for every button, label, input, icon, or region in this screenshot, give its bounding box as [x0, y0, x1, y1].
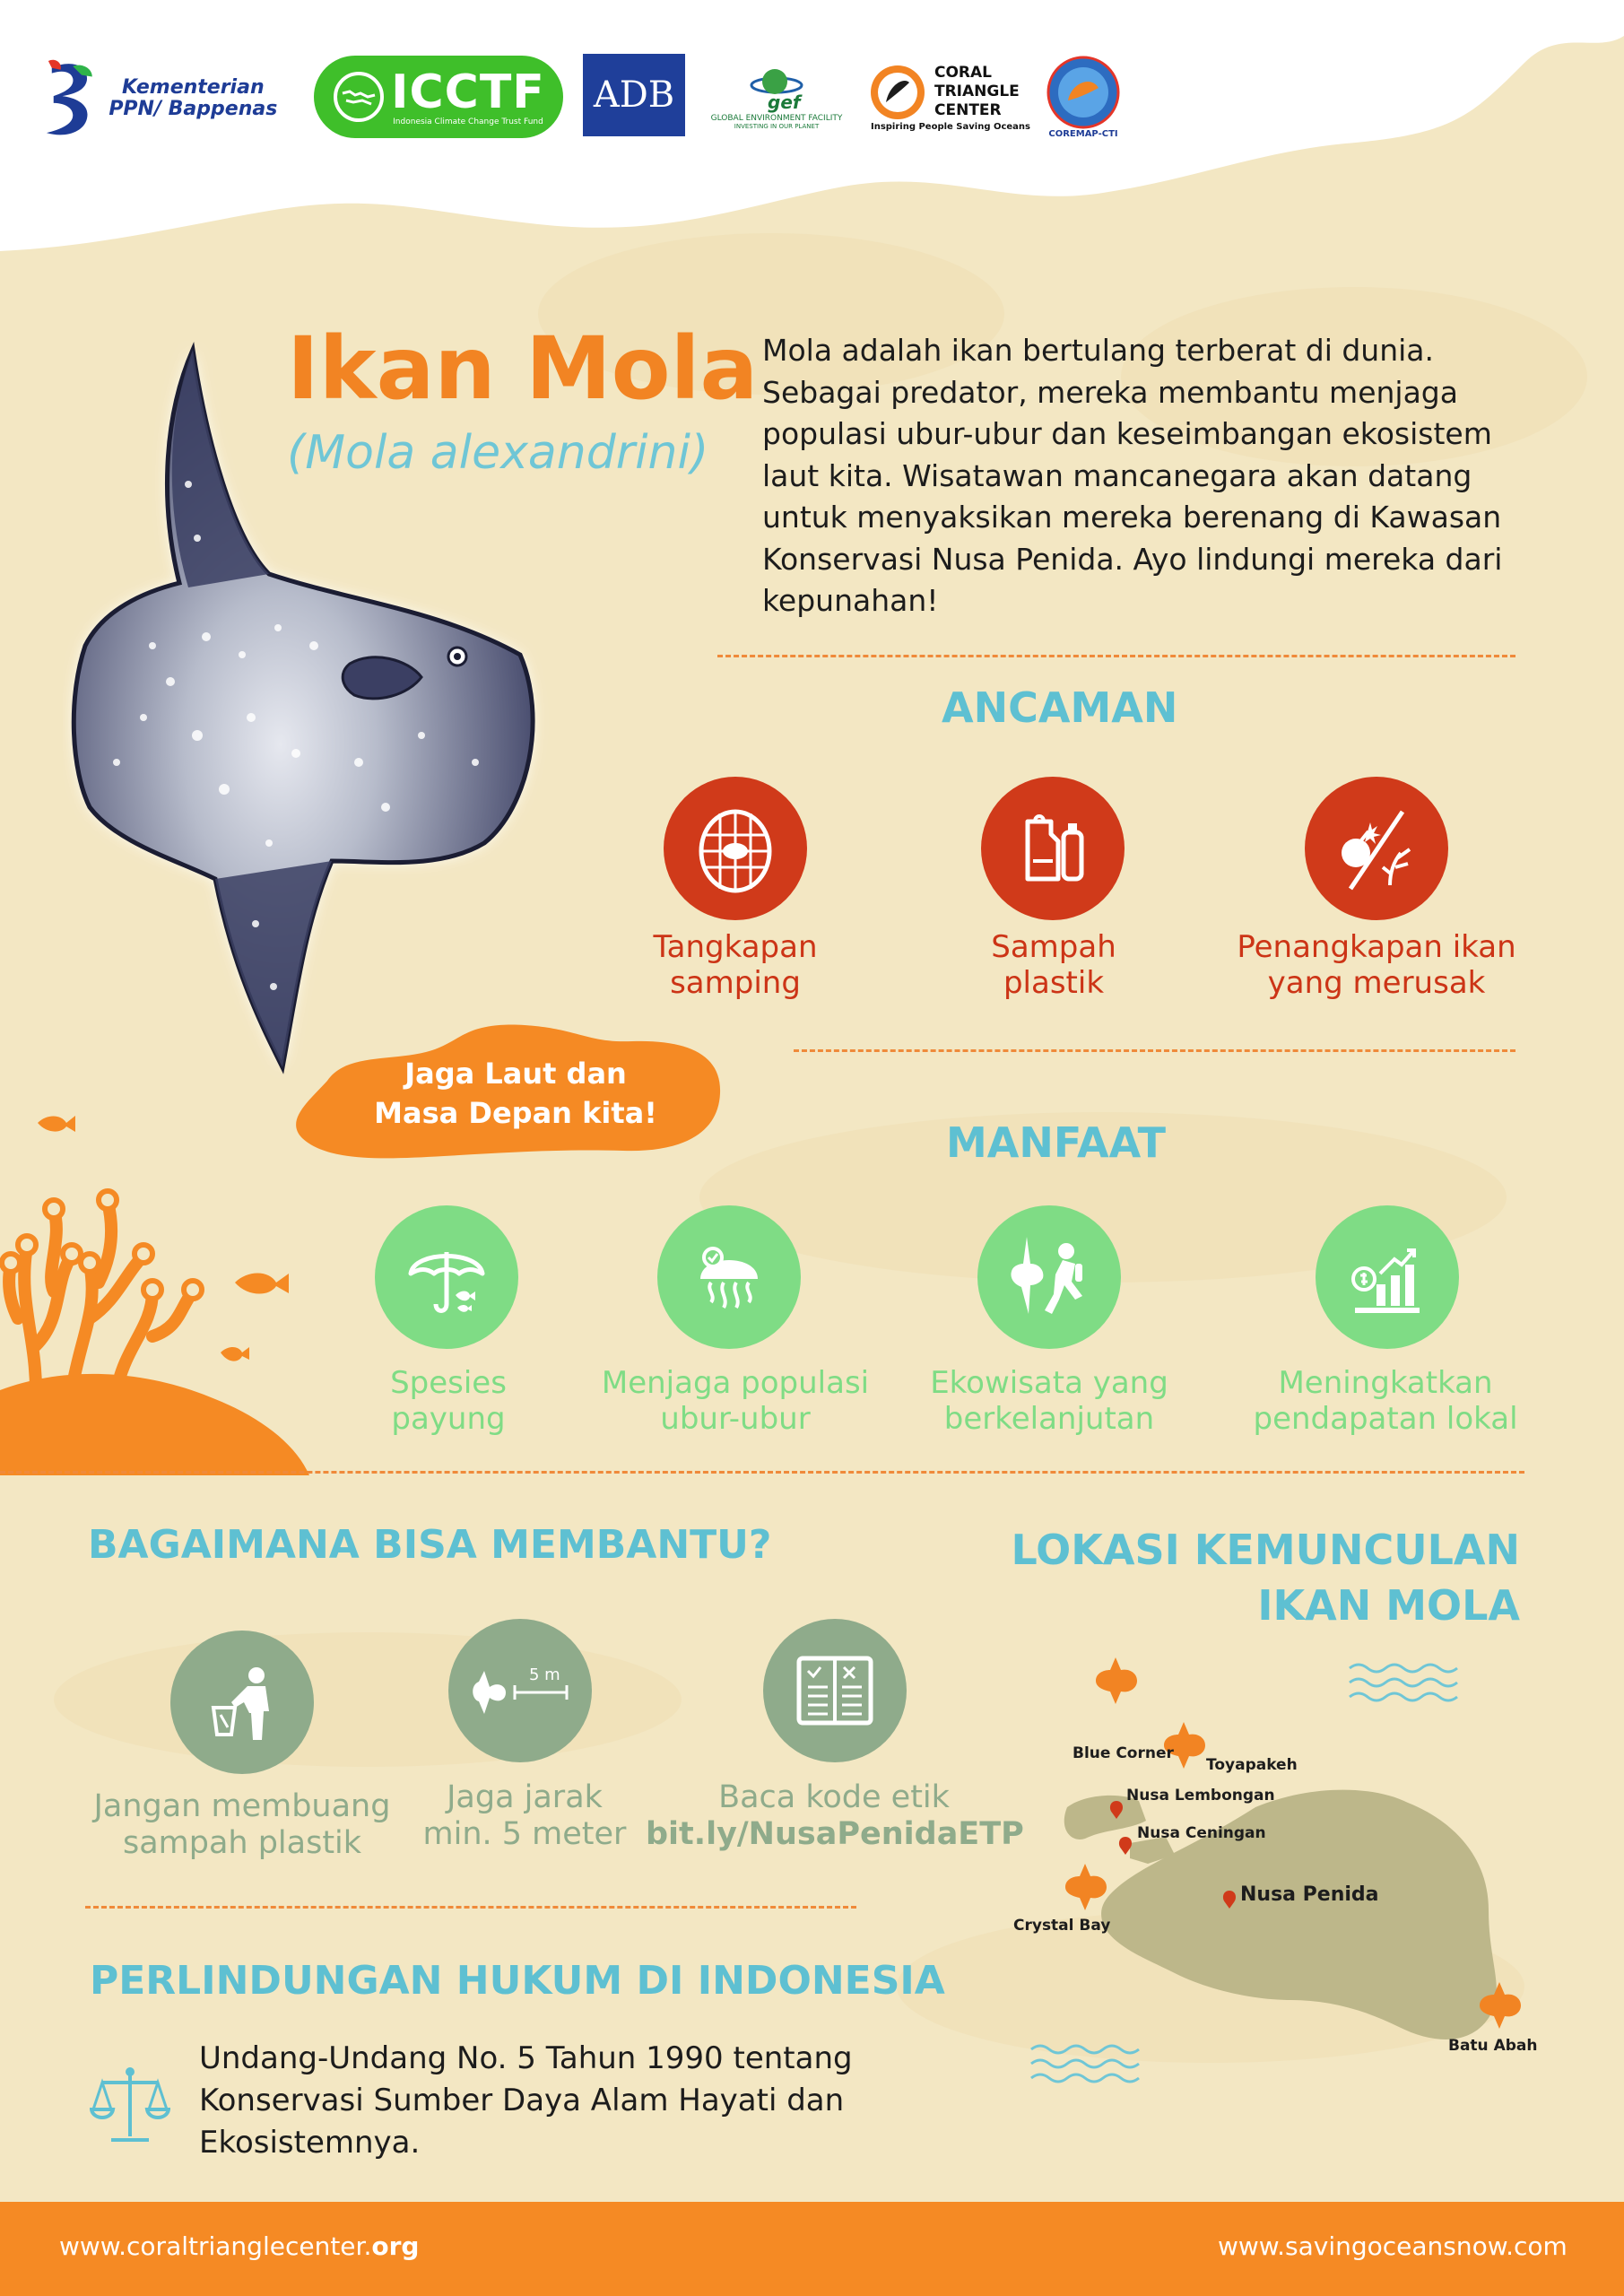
scientific-name: (Mola alexandrini) — [287, 426, 709, 480]
threat-item-destructive — [1305, 777, 1448, 920]
help-heading: BAGAIMANA BISA MEMBANTU? — [88, 1522, 772, 1568]
law-text: Undang-Undang No. 5 Tahun 1990 tentang Konservasi Sumber Daya Alam Hayati dan Ekosistemnya. — [199, 2040, 853, 2161]
map-label-crystal-bay: Crystal Bay — [1013, 1917, 1111, 1935]
ctc-emblem-icon — [868, 63, 927, 122]
benefit-label-umbrella: Spesies payung — [390, 1365, 507, 1437]
scales-of-justice-icon — [90, 2063, 170, 2148]
help-item-no-plastic — [170, 1631, 314, 1774]
benefit-item-income — [1316, 1205, 1459, 1349]
threat-label-plastic: Sampah plastik — [991, 929, 1116, 1001]
bappenas-emblem-icon — [43, 57, 98, 141]
map-label-blue-corner: Blue Corner — [1073, 1744, 1174, 1762]
ctc-tagline: Inspiring People Saving Oceans — [870, 121, 1030, 132]
coral-triangle-center-logo — [861, 52, 1040, 142]
divider — [717, 655, 1515, 657]
threat-label-bycatch: Tangkapan samping — [653, 929, 818, 1001]
code-of-conduct-icon — [792, 1648, 878, 1734]
icctf-subtitle: Indonesia Climate Change Trust Fund — [393, 117, 543, 126]
indonesia-map-icon — [332, 70, 386, 124]
benefit-label-income: Meningkatkan pendapatan lokal — [1253, 1365, 1518, 1437]
page-title: Ikan Mola — [287, 318, 759, 419]
gef-title: gef — [768, 91, 801, 113]
icctf-title: ICCTF — [391, 65, 545, 119]
income-chart-icon — [1342, 1232, 1432, 1322]
help-item-code — [763, 1619, 907, 1762]
distance-icon — [466, 1646, 574, 1735]
bappenas-name: Kementerian PPN/ Bappenas — [109, 76, 278, 120]
map-label-nusa-penida: Nusa Penida — [1240, 1883, 1379, 1906]
divider — [794, 1049, 1515, 1052]
footer-link-coraltrianglecenter[interactable]: www.coraltrianglecenter.org — [59, 2231, 420, 2261]
locations-heading: LOKASI KEMUNCULAN IKAN MOLA — [1011, 1526, 1520, 1630]
bappenas-logo — [43, 54, 285, 144]
help-label-code: Baca kode etik bit.ly/NusaPenidaETP — [646, 1779, 1024, 1852]
benefit-label-jellyfish: Menjaga populasi ubur-ubur — [601, 1365, 870, 1437]
coremap-name: COREMAP-CTI — [1048, 128, 1118, 139]
help-item-distance — [448, 1619, 592, 1762]
gef-tagline: INVESTING IN OUR PLANET — [734, 123, 820, 130]
divider — [85, 1906, 856, 1909]
threats-heading: ANCAMAN — [942, 683, 1178, 732]
footer-link-savingoceansnow[interactable]: www.savingoceansnow.com — [1218, 2231, 1568, 2261]
gef-name: GLOBAL ENVIRONMENT FACILITY — [710, 114, 843, 123]
benefit-item-umbrella — [375, 1205, 518, 1349]
coremap-emblem-icon — [1046, 56, 1120, 129]
help-label-distance: Jaga jarak min. 5 meter — [422, 1779, 627, 1852]
ctc-name: CORAL TRIANGLE CENTER — [934, 64, 1020, 119]
coremap-logo — [1042, 52, 1125, 142]
distance-value: 5 m — [529, 1665, 560, 1684]
code-of-conduct-link[interactable]: bit.ly/NusaPenidaETP — [646, 1816, 1024, 1852]
map-label-batu-abah: Batu Abah — [1448, 2037, 1538, 2055]
map-label-nusa-lembongan: Nusa Lembongan — [1126, 1787, 1275, 1805]
benefit-label-ecotourism: Ekowisata yang berkelanjutan — [930, 1365, 1168, 1437]
benefits-heading: MANFAAT — [946, 1118, 1167, 1167]
slogan-text: Jaga Laut dan Masa Depan kita! — [374, 1057, 657, 1130]
divider — [0, 1471, 1524, 1474]
adb-logo: ADB — [583, 54, 685, 136]
threat-item-plastic — [981, 777, 1125, 920]
umbrella-fish-icon — [402, 1232, 491, 1322]
destructive-fishing-icon — [1327, 799, 1426, 898]
map-label-nusa-ceningan: Nusa Ceningan — [1137, 1824, 1266, 1842]
benefit-item-jellyfish — [657, 1205, 801, 1349]
diver-icon — [1000, 1228, 1099, 1326]
benefit-item-ecotourism — [977, 1205, 1121, 1349]
trash-disposal-icon — [197, 1657, 287, 1747]
net-bycatch-icon — [686, 799, 785, 898]
intro-paragraph: Mola adalah ikan bertulang terberat di dunia. Sebagai predator, mereka membantu menjaga populasi ubur-ubur dan keseimbangan ekosistem laut kita. Wisatawan mancanegara akan datang untuk menyaksikan mereka berenang di Kawasan Konservasi Nusa Penida. Ayo lindungi mereka dari kepunahan! — [762, 333, 1503, 618]
help-label-no-plastic: Jangan membuang sampah plastik — [93, 1788, 391, 1861]
gef-logo — [699, 52, 854, 142]
map-label-toyapakeh: Toyapakeh — [1206, 1756, 1298, 1774]
coral-reef-illustration — [0, 1103, 323, 1475]
threat-label-destructive: Penangkapan ikan yang merusak — [1237, 929, 1516, 1001]
jellyfish-icon — [684, 1232, 774, 1322]
law-heading: PERLINDUNGAN HUKUM DI INDONESIA — [90, 1958, 945, 2004]
plastic-waste-icon — [1008, 804, 1098, 893]
icctf-logo — [314, 56, 563, 138]
globe-icon — [748, 64, 805, 114]
threat-item-bycatch — [664, 777, 807, 920]
